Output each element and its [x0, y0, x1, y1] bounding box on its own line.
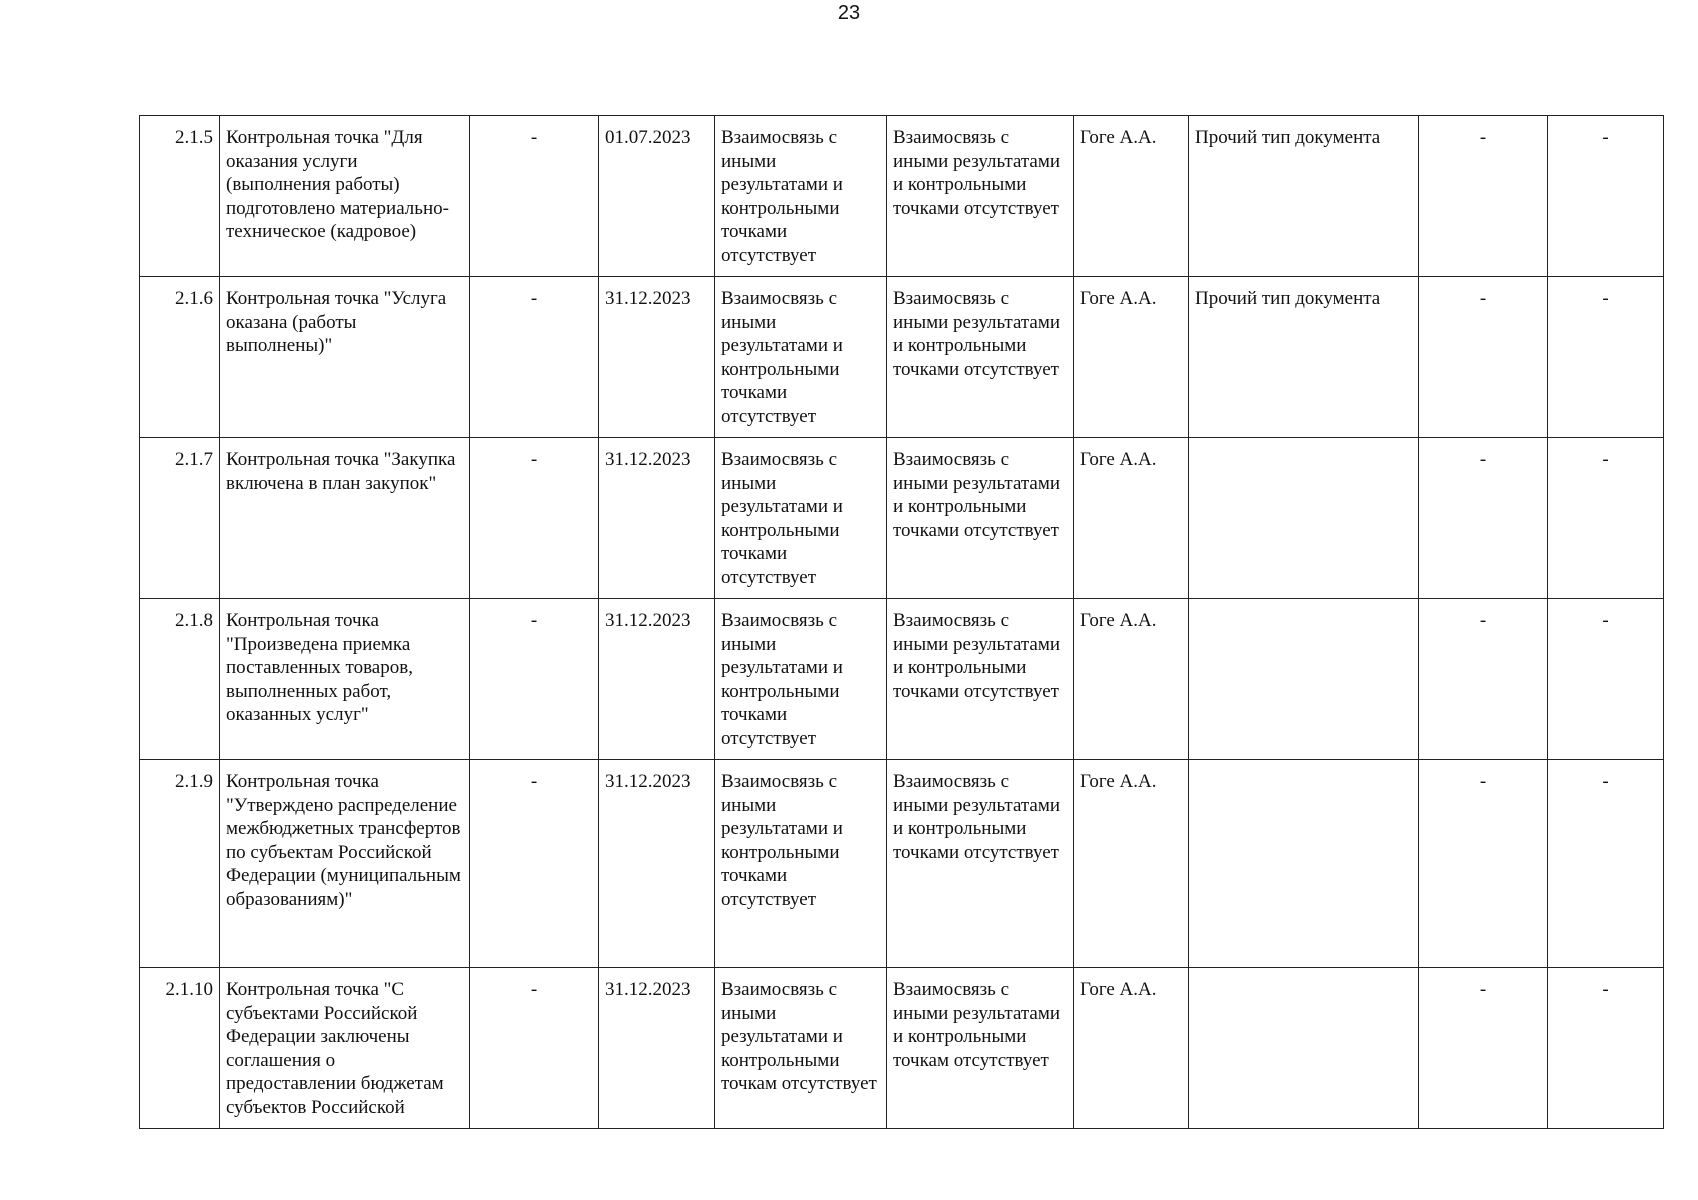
row-number: 2.1.8 [140, 599, 220, 760]
empty-dash-cell: - [470, 438, 599, 599]
table-row [140, 116, 1664, 277]
control-point-name: Контрольная точка "Закупка включена в план закупок" [220, 438, 470, 599]
empty-dash-cell: - [470, 760, 599, 968]
deadline-date: 31.12.2023 [599, 599, 715, 760]
responsible-person: Гоге А.А. [1074, 438, 1189, 599]
deadline-date: 31.12.2023 [599, 438, 715, 599]
document-type: Прочий тип документа [1189, 116, 1419, 277]
table-row [140, 438, 1664, 599]
row-number: 2.1.5 [140, 116, 220, 277]
empty-dash-cell: - [1548, 599, 1664, 760]
empty-dash-cell: - [470, 277, 599, 438]
relation-next: Взаимосвязь с иными результатами и контрольными точками отсутствует [887, 116, 1074, 277]
relation-previous: Взаимосвязь с иными результатами и контрольными точками отсутствует [715, 438, 887, 599]
document-type [1189, 760, 1419, 968]
row-number: 2.1.7 [140, 438, 220, 599]
responsible-person: Гоге А.А. [1074, 277, 1189, 438]
deadline-date: 01.07.2023 [599, 116, 715, 277]
empty-dash-cell: - [1419, 599, 1548, 760]
row-number: 2.1.9 [140, 760, 220, 968]
responsible-person: Гоге А.А. [1074, 968, 1189, 1129]
relation-previous: Взаимосвязь с иными результатами и контрольными точкам отсутствует [715, 968, 887, 1129]
deadline-date: 31.12.2023 [599, 968, 715, 1129]
empty-dash-cell: - [470, 968, 599, 1129]
page-number: 23 [837, 2, 861, 24]
responsible-person: Гоге А.А. [1074, 760, 1189, 968]
control-point-name: Контрольная точка "Утверждено распределение межбюджетных трансфертов по субъектам Российской Федерации (муниципальным образованиям)" [220, 760, 470, 968]
relation-next: Взаимосвязь с иными результатами и контрольными точками отсутствует [887, 599, 1074, 760]
control-point-name: Контрольная точка "Услуга оказана (работы выполнены)" [220, 277, 470, 438]
table-row [140, 277, 1664, 438]
relation-next: Взаимосвязь с иными результатами и контрольными точками отсутствует [887, 760, 1074, 968]
document-type: Прочий тип документа [1189, 277, 1419, 438]
empty-dash-cell: - [1548, 277, 1664, 438]
responsible-person: Гоге А.А. [1074, 599, 1189, 760]
control-point-name: Контрольная точка "С субъектами Российской Федерации заключены соглашения о предоставлении бюджетам субъектов Российской [220, 968, 470, 1129]
relation-next: Взаимосвязь с иными результатами и контрольными точкам отсутствует [887, 968, 1074, 1129]
control-point-name: Контрольная точка "Для оказания услуги (выполнения работы) подготовлено материально-техническое (кадровое) [220, 116, 470, 277]
table-row [140, 968, 1664, 1129]
relation-previous: Взаимосвязь с иными результатами и контрольными точками отсутствует [715, 277, 887, 438]
empty-dash-cell: - [1548, 760, 1664, 968]
empty-dash-cell: - [1419, 438, 1548, 599]
deadline-date: 31.12.2023 [599, 277, 715, 438]
deadline-date: 31.12.2023 [599, 760, 715, 968]
empty-dash-cell: - [1548, 116, 1664, 277]
empty-dash-cell: - [1548, 968, 1664, 1129]
relation-previous: Взаимосвязь с иными результатами и контрольными точками отсутствует [715, 116, 887, 277]
empty-dash-cell: - [1419, 968, 1548, 1129]
document-type [1189, 438, 1419, 599]
empty-dash-cell: - [1419, 760, 1548, 968]
row-number: 2.1.6 [140, 277, 220, 438]
document-type [1189, 968, 1419, 1129]
relation-next: Взаимосвязь с иными результатами и контрольными точками отсутствует [887, 277, 1074, 438]
control-point-name: Контрольная точка "Произведена приемка поставленных товаров, выполненных работ, оказанных услуг" [220, 599, 470, 760]
empty-dash-cell: - [1419, 277, 1548, 438]
control-points-table [139, 115, 1664, 1129]
responsible-person: Гоге А.А. [1074, 116, 1189, 277]
row-number: 2.1.10 [140, 968, 220, 1129]
relation-previous: Взаимосвязь с иными результатами и контрольными точками отсутствует [715, 599, 887, 760]
relation-previous: Взаимосвязь с иными результатами и контрольными точками отсутствует [715, 760, 887, 968]
empty-dash-cell: - [470, 599, 599, 760]
table-row [140, 599, 1664, 760]
document-type [1189, 599, 1419, 760]
table-row [140, 760, 1664, 968]
empty-dash-cell: - [1419, 116, 1548, 277]
relation-next: Взаимосвязь с иными результатами и контрольными точками отсутствует [887, 438, 1074, 599]
empty-dash-cell: - [470, 116, 599, 277]
empty-dash-cell: - [1548, 438, 1664, 599]
